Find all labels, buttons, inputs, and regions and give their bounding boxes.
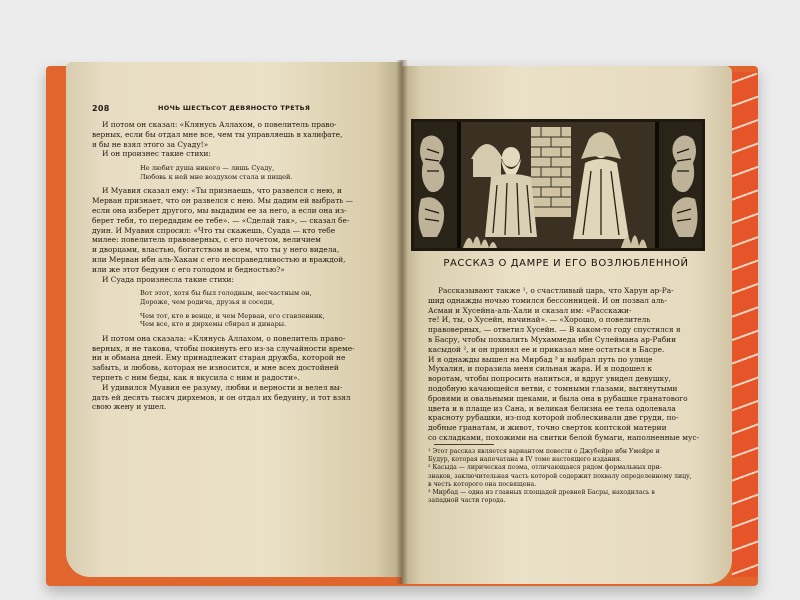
verse-line: Чем все, кто и дирхемы сбирал и динары.: [140, 320, 287, 329]
text-line: И потом она сказала: «Клянусь Аллахом, о повелитель право-: [102, 333, 346, 343]
text-line: со складками, похожими на свитки белой бумаги, наполненные мус-: [428, 432, 699, 442]
text-line: дать ей десять тысяч дирхемов, и он отдал их бедуину, и тот взял: [92, 392, 351, 402]
woodcut-illustration: [411, 119, 705, 251]
verse-line: Любовь к ней мне воздухом стала и пищей.: [140, 172, 293, 181]
text-line: подобную качающейся ветви, с томными глазами, вытянутыми: [428, 383, 678, 393]
text-line: И он произнес такие стихи:: [102, 149, 211, 159]
text-line: те! И, ты, о Хусейн, начинай». — «Хорошо, о повелитель: [428, 315, 651, 325]
text-line: милее: повелитель правоверных, с его почетом, величием: [92, 235, 321, 245]
footnote-line: западной части города.: [428, 497, 506, 505]
text-line: забыть, и любовь, которая не износится, и мне всех достойней: [92, 363, 339, 373]
footnote-line: знаков, заключительная часть которой содержит похвалу определенному лицу,: [428, 472, 692, 480]
text-line: берет тебя, то передадим ее тебе». — «Сделай так», — сказал бе-: [92, 215, 350, 225]
text-line: и дворцами, властью, богатством и всем, что ты у него видела,: [92, 245, 340, 255]
left-page-text: [92, 120, 384, 412]
text-line: И Суада произнесла такие стихи:: [102, 274, 234, 284]
text-line: дуин. И Муавия спросил: «Что ты скажешь, Суада — кто тебе: [92, 225, 336, 235]
text-line: или же этот бедуин с его голодом и бедностью?»: [92, 264, 285, 274]
footnote-line: ¹ Этот рассказ является вариантом повести о Джубейре ибн Умейре и: [428, 448, 660, 455]
book-gutter: [396, 60, 408, 584]
text-line: И я однажды вышел на Мирбад ³ и выбрал путь по улице: [428, 354, 653, 364]
cover-ornament: [732, 72, 758, 577]
text-line: воротам, чтобы попросить напиться, и вдруг увидел девушку,: [428, 374, 671, 384]
text-line: или Мерван ибн аль-Хакам с его несправедливостью и враждой,: [92, 254, 346, 264]
chapter-title: РАССКАЗ О ДАМРЕ И ЕГО ВОЗЛЮБЛЕННОЙ: [443, 258, 689, 269]
verse-line: Вот этот, хотя бы был голодным, несчастным он,: [140, 289, 312, 298]
text-line: И удивился Муавия ее разуму, любви и верности и велел вы-: [102, 382, 343, 392]
footnotes: [428, 448, 704, 505]
text-line: добные гранатам, и живот, точно сверток коптской материи: [428, 423, 667, 433]
text-line: я бы не взял этого за Суаду!»: [92, 139, 209, 149]
running-head: [78, 102, 378, 116]
text-line: в Басру, чтобы похвалить Мухаммеда ибн Сулеймана ар-Рабии: [428, 334, 677, 344]
footnote-rule: [434, 444, 494, 445]
text-line: цвета и в плаще из Сана, и великая белизна ее тела одолевала: [428, 403, 676, 413]
footnote-line: ² Касыда — лирическая поэма, отличающаяся рядом формальных при-: [428, 464, 662, 472]
right-page-text: [428, 286, 704, 443]
text-line: Рассказывают также ¹, о счастливый царь, что Харун ар-Ра-: [438, 286, 674, 295]
text-line: шид однажды ночью томился бессонницей. И он позвал аль-: [428, 295, 667, 305]
running-head-title: НОЧЬ ШЕСТЬСОТ ДЕВЯНОСТО ТРЕТЬЯ: [158, 104, 311, 112]
text-line: ни и обмана дней. Ему принадлежит старая дружба, которой не: [92, 353, 346, 363]
text-line: свою жену и ушел.: [92, 402, 167, 412]
footnote-line: Будур, которая напечатана в IV томе настоящего издания.: [428, 456, 622, 464]
text-line: Асмаи и Хусейна-аль-Хали и сказал им: «Расскажи-: [428, 305, 632, 315]
footnote-line: ³ Мирбад — одна из главных площадей древней Басры, находилась в: [428, 489, 655, 497]
text-line: терпеть с ним беды, как я вкусила с ним и радости».: [92, 372, 300, 382]
verse-line: Чем тот, кто в венце, и чем Мерван, его ставленник,: [140, 311, 325, 320]
text-line: правоверных, — ответил Хусейн. — В каком-то году спустился я: [428, 325, 681, 335]
text-line: верных, если бы отдал мне все, чем ты управляешь в халифате,: [92, 129, 343, 139]
text-line: Мерван признает, что он развелся с нею. Мы дадим ей выбрать —: [92, 196, 354, 206]
text-line: если она изберет другого, мы выдадим ее за него, а если она из-: [92, 205, 347, 215]
text-line: И потом он сказал: «Клянусь Аллахом, о повелитель право-: [102, 120, 337, 129]
verse-line: Дороже, чем родича, друзья и соседи,: [140, 297, 275, 306]
text-line: И Муавия сказал ему: «Ты признаешь, что развелся с нею, и: [102, 186, 342, 196]
page-number: 208: [92, 104, 110, 113]
text-line: Мухалия, и поразила меня сильная жара. И я подошел к: [428, 364, 652, 374]
text-line: касыдой ², и он принял ее и приказал мне остаться в Басре.: [428, 344, 665, 354]
text-line: верных, я не такова, чтобы покинуть его из-за случайности време-: [92, 343, 355, 353]
verse-line: Не любит душа никого — лишь Суаду,: [140, 164, 275, 173]
text-line: красноту рубашки, из-под которой поблескивали две груди, по-: [428, 413, 679, 423]
footnote-line: в честь которого она посвящена.: [428, 480, 537, 488]
text-line: бровями и овальными щеками, и была она в рубашке гранатового: [428, 393, 688, 403]
